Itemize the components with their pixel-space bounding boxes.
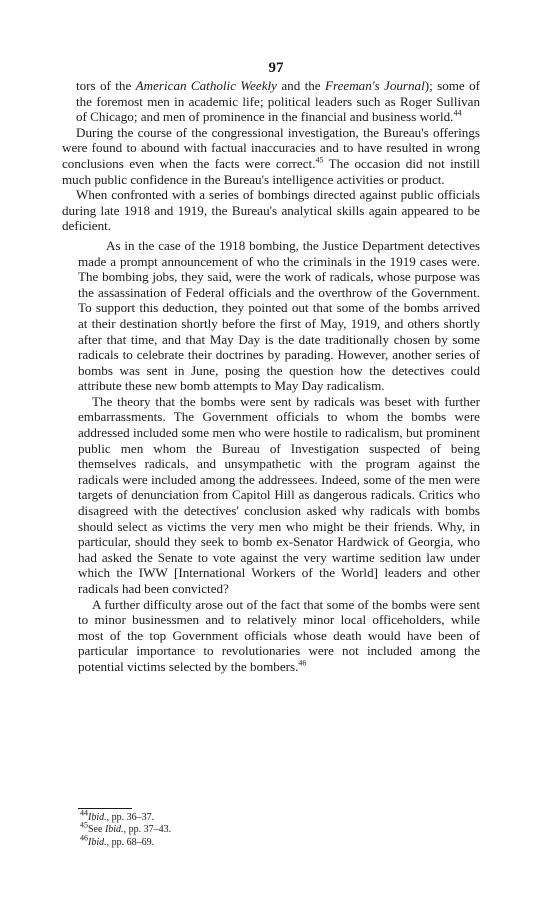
footnote-source: Ibid. bbox=[88, 812, 107, 823]
body-text bbox=[62, 78, 480, 675]
paragraph-continued bbox=[76, 78, 480, 125]
paragraph bbox=[78, 597, 480, 675]
paragraph: When confronted with a series of bombings directed against public officials during late 1918 and 1919, the Bureau's analytical skills again appeared to be deficient. bbox=[62, 187, 480, 234]
footnote-pages: , pp. 68–69. bbox=[106, 836, 155, 848]
page-number: 97 bbox=[268, 60, 284, 76]
footnote bbox=[80, 808, 460, 824]
footnote-number: 46 bbox=[80, 833, 88, 843]
footnote-pages: , pp. 37–43. bbox=[123, 824, 172, 836]
footnote-ref: 46 bbox=[298, 658, 307, 668]
footnote-source: Ibid. bbox=[104, 824, 124, 836]
footnote-source: Ibid. bbox=[88, 836, 107, 848]
text-run: A further difficulty arose out of the fact that some of the bombs were sent to minor businessmen and to relatively minor local officeholders, while most of the top Government officials whose death would have been of particular importance to revolutionaries were not included among the potential victims selected by the bombers. bbox=[78, 596, 480, 674]
main-text-block bbox=[62, 125, 480, 234]
text-run: and the bbox=[276, 78, 325, 93]
publication-title: Freeman's Journal bbox=[324, 78, 425, 93]
footnote-ref: 44 bbox=[453, 108, 462, 118]
footnote bbox=[80, 833, 460, 849]
text-run: ); some of the foremost men in academic life; political leaders such as Roger Sullivan of Chicago; and men of prominence in the financial and business world. bbox=[76, 78, 481, 125]
quote-continuation bbox=[62, 78, 480, 125]
publication-title: American Catholic Weekly bbox=[135, 78, 277, 93]
footnote-ref: 45 bbox=[315, 155, 324, 165]
paragraph: The theory that the bombs were sent by radicals was beset with further embarrassments. The Government officials to whom the bombs were addressed included some men who were hostile to radicalism, but prominent public men whom the Bureau of Investigation suspected of being themselves radicals, and unsympathetic with the program against the radicals were included among the addressees. Indeed, some of the men were targets of denunciation from Capitol Hill as dangerous radicals. Critics who disagreed with the detectives' conclusion asked why radicals with bombs should select as victims the very men who might be their friends. Why, in particular, should they seek to bomb ex-Senator Hardwick of Georgia, who had asked the Senate to vote against the very wartime sedition law under which the IWW [International Workers of the World] leaders and other radicals had been convicted? bbox=[78, 393, 480, 596]
paragraph bbox=[62, 125, 480, 187]
footnote-number: 44 bbox=[80, 808, 88, 818]
footnotes bbox=[80, 808, 460, 849]
footnote-pages: , pp. 36–37. bbox=[106, 812, 155, 823]
inset-quote-block bbox=[62, 238, 480, 675]
footnote-number: 45 bbox=[80, 821, 88, 831]
text-run: tors of the bbox=[76, 78, 136, 93]
text-run: During the course of the congressional investigation, the Bureau's offerings were found to abound with factual inaccuracies and to have resulted in wrong conclusions even when the facts were correct. bbox=[62, 124, 480, 171]
footnote-prefix: See bbox=[88, 824, 105, 836]
footnote bbox=[80, 821, 460, 836]
text-run: The occasion did not instill much public confidence in the Bureau's intelligence activities or product. bbox=[62, 155, 480, 187]
paragraph: As in the case of the 1918 bombing, the Justice Department detectives made a prompt announcement of who the criminals in the 1919 cases were. The bombing jobs, they said, were the work of radicals, whose purpose was the assassination of Federal officials and the overthrow of the Government. To support this deduction, they pointed out that some of the bombs arrived at their destination shortly before the first of May, 1919, and others shortly after that time, and that May Day is the date traditionally chosen by some radicals to celebrate their doctrines by parading. However, another series of bombs was sent in June, posing the question how the detectives could attribute these new bomb attempts to May Day radicalism. bbox=[78, 237, 480, 394]
